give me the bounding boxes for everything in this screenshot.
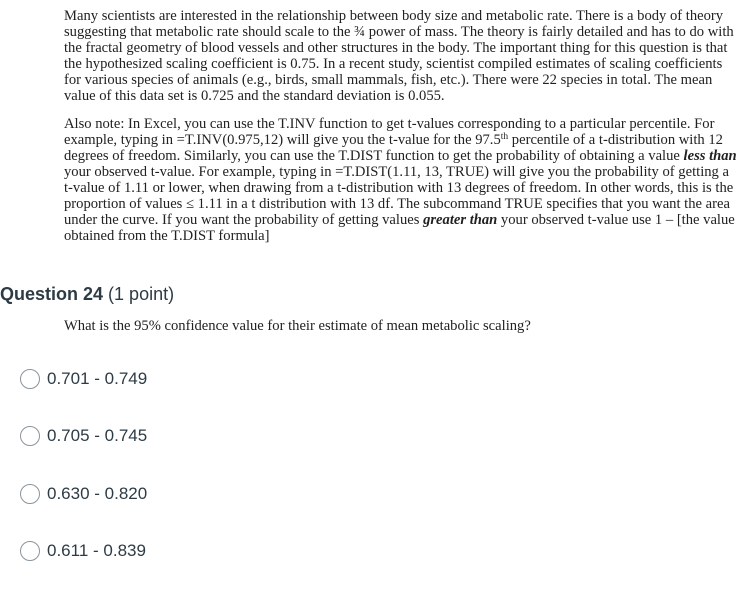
passage-text: Also note: In Excel, you can use the T.INV function to get t-values corresponding to a particular percentile. For example, typing in =T.INV(0.975,12) will give you the t-value for the 97.5	[64, 116, 715, 149]
answer-option-4[interactable]	[20, 539, 146, 563]
answer-option-label[interactable]: 0.705 - 0.745	[47, 426, 148, 445]
passage-text: your observed t-value use 1 – [the value obtained from the T.DIST formula]	[64, 211, 735, 244]
emphasis-greater-than: greater than	[423, 211, 498, 228]
radio-unchecked-icon[interactable]	[20, 426, 40, 446]
superscript-th: th	[500, 132, 509, 143]
question-number: Question 24	[0, 284, 104, 304]
radio-unchecked-icon[interactable]	[20, 369, 40, 389]
passage-text: percentile of a t-distribution with 12 degrees of freedom. Similarly, you can use the T.DIST function to get the probability of obtaining a value	[64, 132, 723, 165]
answer-option-3[interactable]	[20, 482, 147, 506]
answer-option-label[interactable]: 0.630 - 0.820	[47, 484, 148, 503]
emphasis-less-than: less than	[683, 148, 737, 165]
question-passage	[64, 9, 740, 245]
answer-option-1[interactable]	[20, 367, 147, 391]
question-header	[0, 284, 174, 305]
passage-paragraph-1: Many scientists are interested in the relationship between body size and metabolic rate. There is a body of theory suggesting that metabolic rate should scale to the ¾ power of mass. The theory is fairly detailed and has to do with the fractal geometry of blood vessels and other structures in the body. The important thing for this question is that the hypothesized scaling coefficient is 0.75. In a recent study, scientist compiled estimates of scaling coefficients for various species of animals (e.g., birds, small mammals, fish, etc.). There were 22 species in total. The mean value of this data set is 0.725 and the standard deviation is 0.055.	[64, 8, 734, 104]
answer-option-label[interactable]: 0.611 - 0.839	[47, 541, 146, 560]
answer-option-2[interactable]	[20, 424, 147, 448]
question-text: What is the 95% confidence value for their estimate of mean metabolic scaling?	[64, 318, 531, 334]
answer-option-label[interactable]: 0.701 - 0.749	[47, 369, 148, 388]
question-points: (1 point)	[108, 284, 175, 304]
passage-text: your observed t-value. For example, typing in =T.DIST(1.11, 13, TRUE) will give you the probability of getting a t-value of 1.11 or lower, when drawing from a t-distribution with 13 degrees of freedom. In other words, this is the proportion of values ≤ 1.11 in a t distribution with 13 df. The subcommand TRUE specifies that you want the area under the curve. If you want the probability of getting values	[64, 164, 734, 228]
passage-paragraph-2	[64, 117, 740, 244]
radio-unchecked-icon[interactable]	[20, 484, 40, 504]
radio-unchecked-icon[interactable]	[20, 541, 40, 561]
